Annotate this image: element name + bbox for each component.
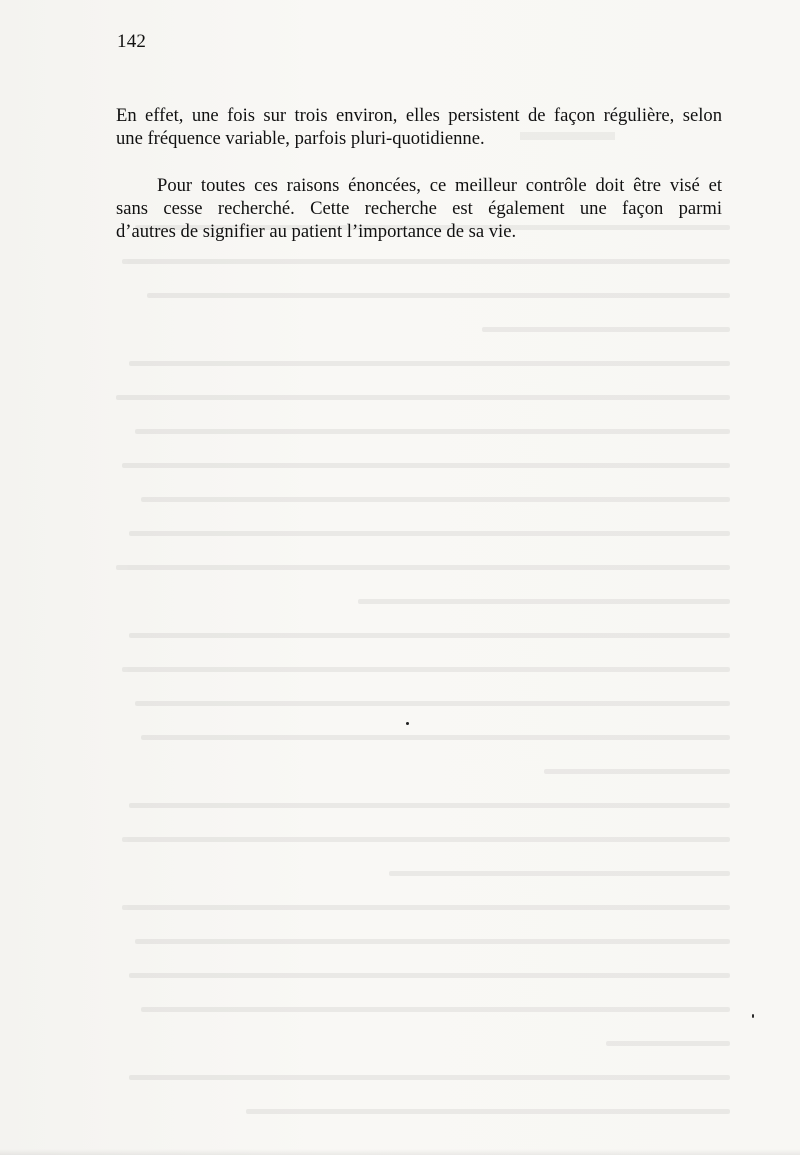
paragraph-1 [116,104,722,150]
paper-speck [752,1014,754,1018]
paper-speck [406,722,409,725]
reverse-side-show-through [110,225,730,985]
paragraph-2 [116,174,722,243]
text-line: une fréquence variable, parfois pluri-quotidienne. [116,128,485,149]
page-bottom-edge [0,1149,800,1155]
text-line: sans cesse recherché. Cette recherche est également une façon parmi [116,198,722,219]
text-line: d’autres de signifier au patient l’importance de sa vie. [116,221,517,242]
text-line: En effet, une fois sur trois environ, elles persistent de façon régulière, selon [116,105,722,126]
page-number: 142 [117,31,147,52]
text-line: Pour toutes ces raisons énoncées, ce meilleur contrôle doit être visé et [157,175,722,196]
